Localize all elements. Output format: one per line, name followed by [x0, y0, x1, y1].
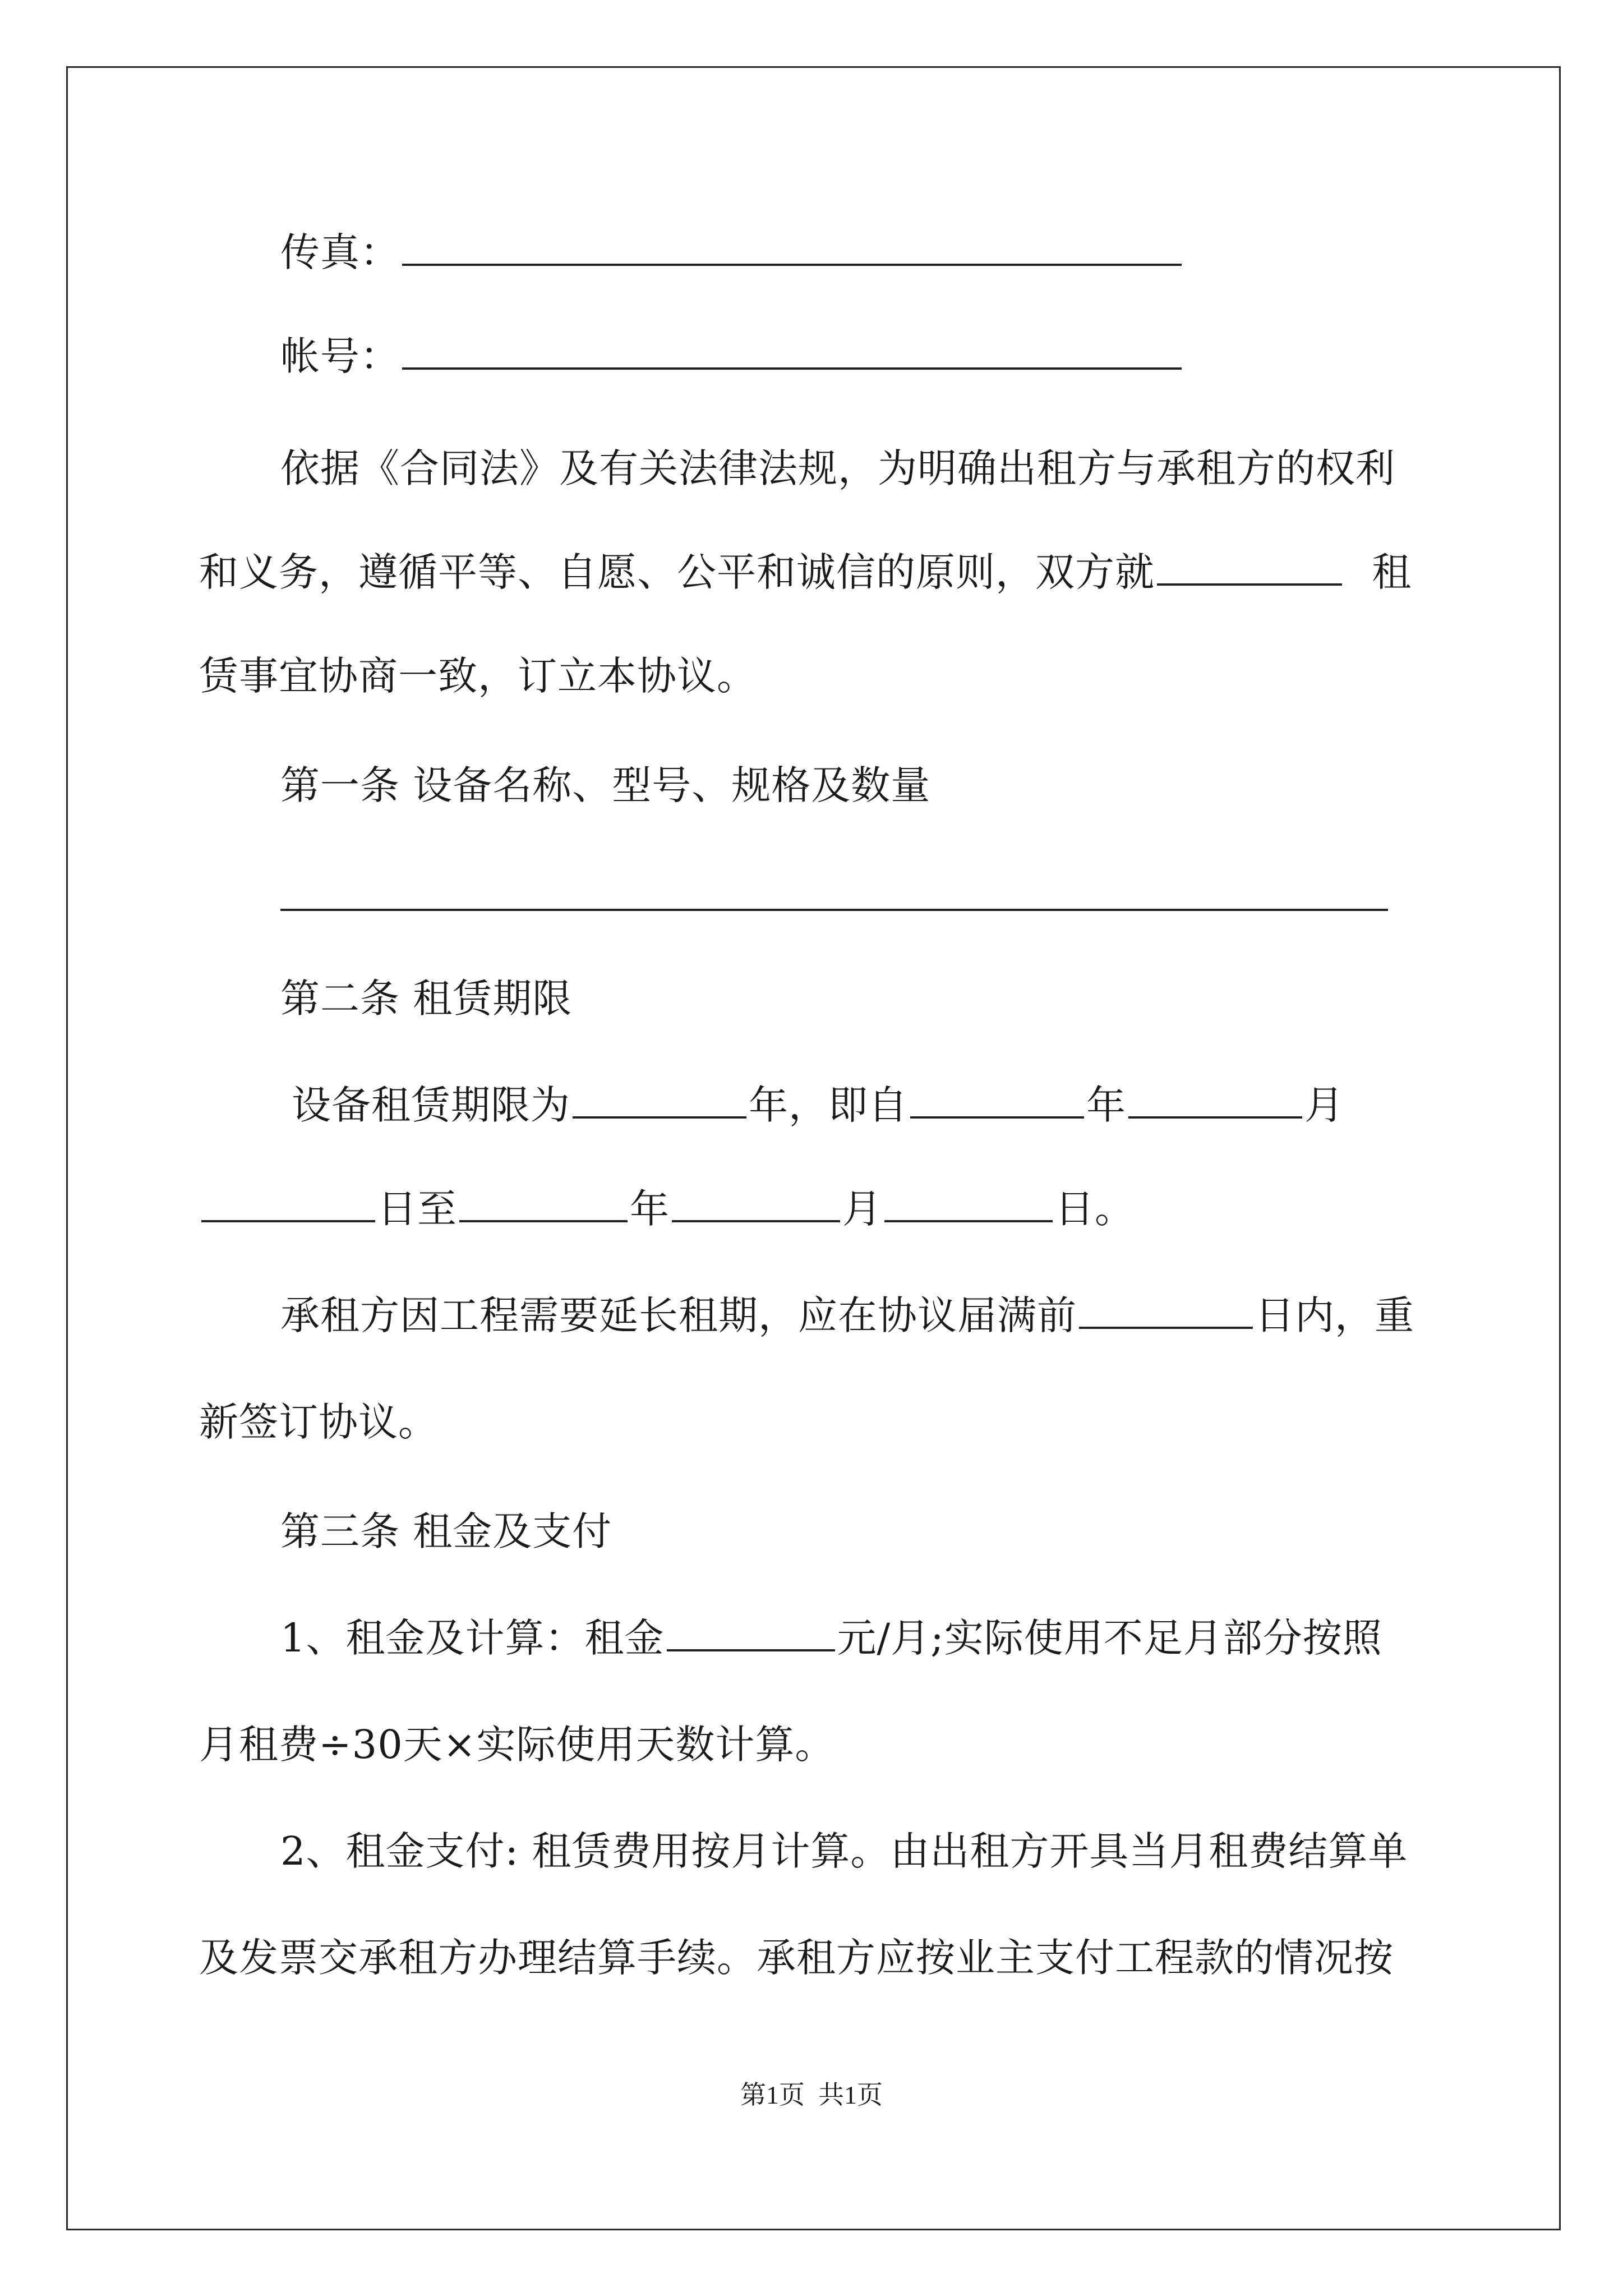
fax-label: 传真：: [280, 229, 400, 275]
extension-days-blank[interactable]: [1079, 1293, 1253, 1329]
end-day-text: 日。: [1055, 1186, 1135, 1232]
monthly-rent-blank[interactable]: [667, 1616, 835, 1651]
rent-unit-text: 元/月;实际使用不足月部分按照: [837, 1615, 1382, 1661]
article-1-title: 第一条 设备名称、型号、规格及数量: [280, 762, 931, 808]
start-year-blank[interactable]: [910, 1083, 1084, 1119]
end-day-blank[interactable]: [884, 1186, 1053, 1222]
extension-text: 承租方因工程需要延长租期，应在协议届满前: [280, 1292, 1077, 1338]
lease-from-text: 年，即自: [749, 1082, 908, 1128]
start-month-blank[interactable]: [1128, 1083, 1302, 1119]
extension-line-1: [280, 1290, 1414, 1341]
extension-line-2: 新签订协议。: [199, 1399, 438, 1445]
rent-clause-line-1: [280, 1613, 1382, 1663]
lease-term-line-2: [199, 1184, 1135, 1234]
end-year-text: 年: [630, 1186, 670, 1232]
year-text: 年: [1086, 1082, 1126, 1128]
article-3-title: 第三条 租金及支付: [280, 1508, 612, 1554]
payment-clause-line-2: 及发票交承租方办理结算手续。承租方应按业主支付工程款的情况按: [199, 1935, 1394, 1981]
equipment-details-blank[interactable]: [280, 909, 1388, 911]
page-number: 第1页: [740, 2081, 805, 2109]
intro-line-3: 赁事宜协商一致，订立本协议。: [199, 653, 757, 699]
page-border: [66, 66, 1561, 2230]
end-month-blank[interactable]: [672, 1186, 840, 1222]
end-year-blank[interactable]: [459, 1186, 628, 1222]
rent-calc-text: 1、租金及计算：租金: [280, 1615, 665, 1661]
account-blank[interactable]: [402, 334, 1182, 370]
lease-term-text: 设备租赁期限为: [292, 1082, 570, 1128]
intro-line-2-text: 和义务，遵循平等、自愿、公平和诚信的原则，双方就: [199, 549, 1155, 595]
end-month-text: 月: [842, 1186, 882, 1232]
rent-clause-line-2: 月租费÷30天×实际使用天数计算。: [199, 1722, 835, 1768]
extension-end-text: 日内，重: [1255, 1292, 1414, 1338]
month-text: 月: [1304, 1082, 1344, 1128]
lease-subject-blank[interactable]: [1157, 550, 1342, 586]
intro-line-2: [199, 547, 1412, 597]
account-field: [280, 331, 1184, 381]
start-day-blank[interactable]: [201, 1186, 375, 1222]
fax-field: [280, 227, 1184, 278]
intro-line-2-end: 租: [1372, 549, 1412, 595]
page-footer: [0, 2078, 1623, 2112]
intro-line-1: 依据《合同法》及有关法律法规，为明确出租方与承租方的权利: [280, 445, 1395, 491]
page-total: 共1页: [818, 2081, 883, 2109]
day-to-text: 日至: [377, 1186, 457, 1232]
lease-years-blank[interactable]: [573, 1083, 746, 1119]
lease-term-line-1: [292, 1080, 1344, 1130]
article-2-title: 第二条 租赁期限: [280, 976, 573, 1022]
account-label: 帐号：: [280, 333, 400, 379]
fax-blank[interactable]: [402, 230, 1182, 266]
payment-clause-line-1: 2、租金支付: 租赁费用按月计算。由出租方开具当月租费结算单: [280, 1828, 1408, 1874]
